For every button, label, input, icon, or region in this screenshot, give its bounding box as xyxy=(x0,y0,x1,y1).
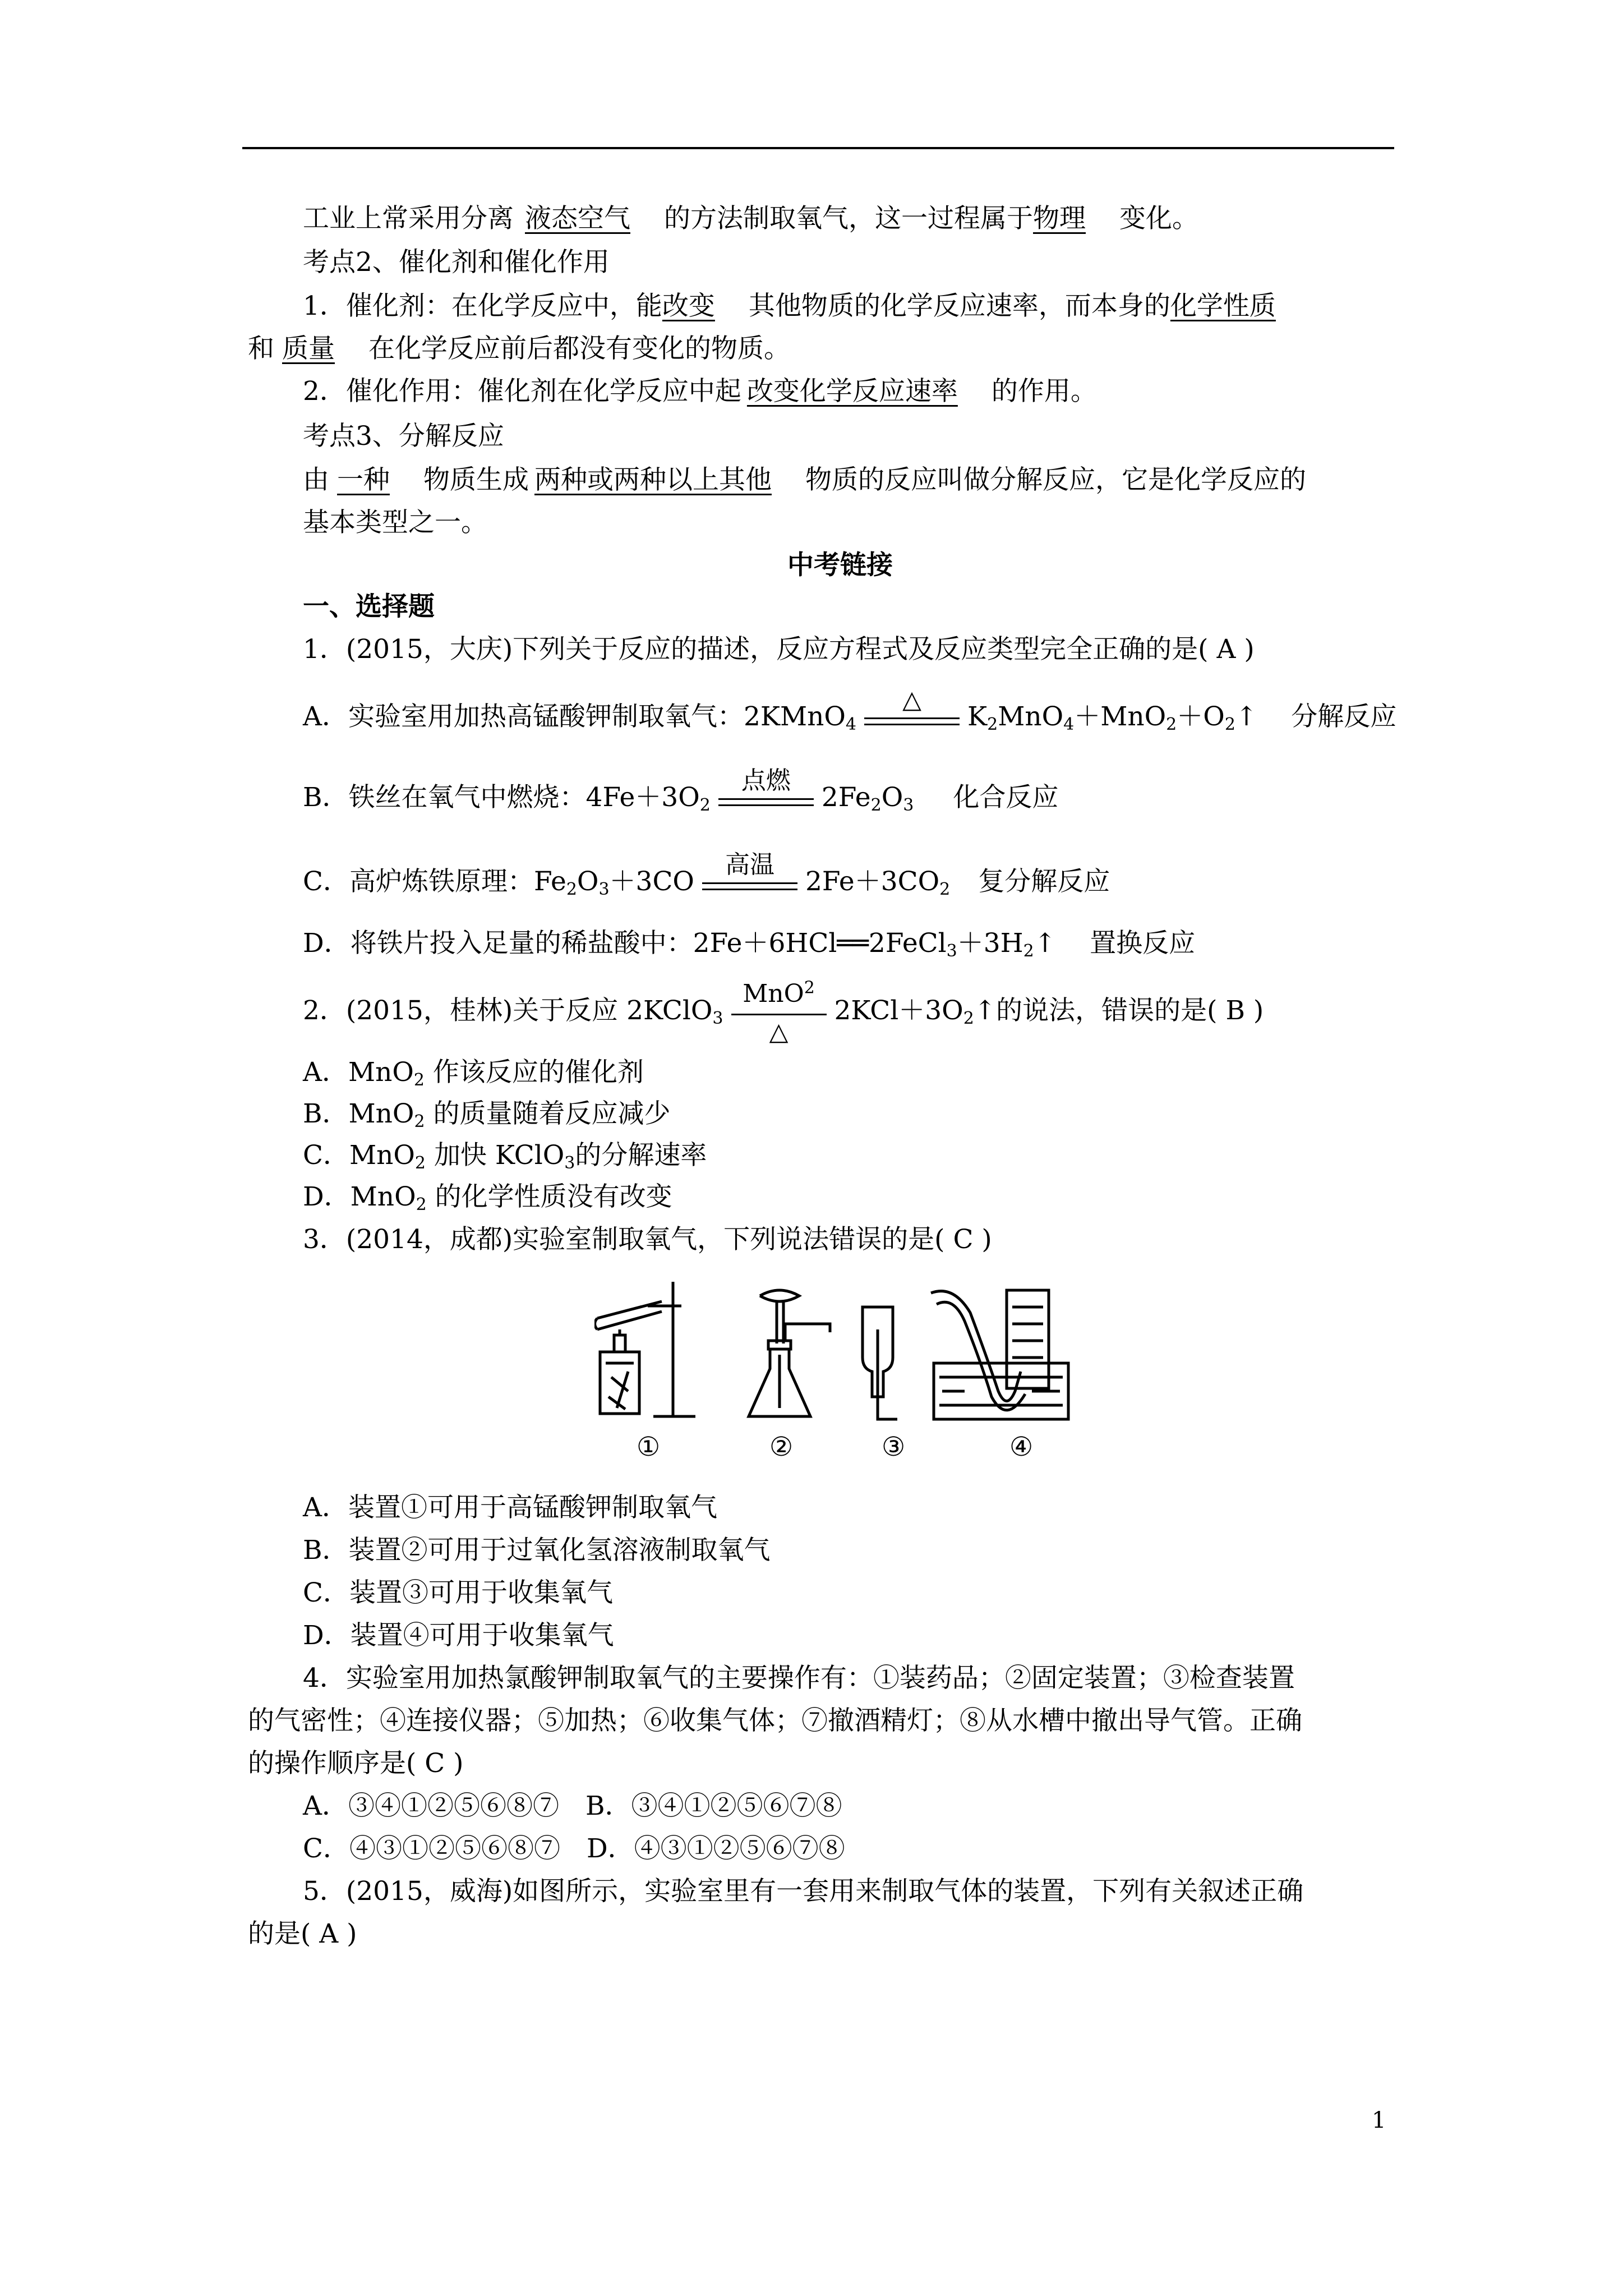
page-number: 1 xyxy=(1372,2108,1386,2133)
figure-label-3: ③ xyxy=(882,1432,906,1462)
q2-option-d: D．MnO$_2$ 的化学性质没有改变 xyxy=(303,1181,672,1214)
q2-option-b: B．MnO$_2$ 的质量随着反应减少 xyxy=(303,1098,671,1131)
apparatus-1-heating-setup xyxy=(595,1282,696,1416)
q3-stem: 3．(2014，成都)实验室制取氧气，下列说法错误的是( C ) xyxy=(303,1224,992,1255)
section-3-title: 考点3、分解反应 xyxy=(303,421,504,452)
figure-label-1: ① xyxy=(637,1432,661,1462)
q5-line-1: 5．(2015，威海)如图所示，实验室里有一套用来制取气体的装置，下列有关叙述正确 xyxy=(303,1876,1304,1907)
q4-line-1: 4．实验室用加热氯酸钾制取氧气的主要操作有：①装药品；②固定装置；③检查装置 xyxy=(303,1663,1295,1694)
catalysis-definition: 2．催化作用：催化剂在化学反应中起 改变化学反应速率 的作用。 xyxy=(303,376,1097,407)
catalyst-definition-cont: 和 质量 在化学反应前后都没有变化的物质。 xyxy=(248,333,790,364)
q3-option-b: B．装置②可用于过氧化氢溶液制取氧气 xyxy=(303,1535,771,1566)
decomposition-definition-cont: 基本类型之一。 xyxy=(303,507,487,538)
q1-option-b: B．铁丝在氧气中燃烧：$4Fe+3O_2$ 点燃 $2Fe_2O_3$ 化合反应 xyxy=(303,764,1058,831)
q1-option-a: A．实验室用加热高锰酸钾制取氧气：2KMnO$_4$ △ $K_2MnO_4+MnO_2+O_2↑$ 分解反应 xyxy=(303,683,1396,751)
q3-option-c: C．装置③可用于收集氧气 xyxy=(303,1577,613,1608)
q1-option-d: D．将铁片投入足量的稀盐酸中：$2Fe+6HCl══2FeCl_3+3H_2↑$ 置换反应 xyxy=(303,928,1196,961)
intro-line: 工业上常采用分离 液态空气 的方法制取氧气，这一过程属于物理 变化。 xyxy=(303,203,1198,234)
q2-stem: 2．(2015，桂林)关于反应 2KClO$_3$ MnO$^2$ △ $2KCl+3O_2↑$的说法，错误的是( B ) xyxy=(303,978,1264,1046)
figure-label-4: ④ xyxy=(1009,1432,1034,1462)
q4-options-cd: C．④③①②⑤⑥⑧⑦ D．④③①②⑤⑥⑦⑧ xyxy=(303,1833,845,1864)
catalyst-definition: 1．催化剂：在化学反应中，能改变 其他物质的化学反应速率，而本身的化学性质 xyxy=(303,291,1276,321)
ignite-condition: 点燃 xyxy=(718,766,814,833)
mno2-condition: MnO$^2$ △ xyxy=(731,979,827,1046)
q1-stem: 1．(2015，大庆)下列关于反应的描述，反应方程式及反应类型完全正确的是( A ) xyxy=(303,634,1255,665)
decomposition-definition: 由 一种 物质生成 两种或两种以上其他 物质的反应叫做分解反应，它是化学反应的 xyxy=(303,464,1306,495)
apparatus-3-bottle xyxy=(863,1307,897,1419)
q3-option-a: A．装置①可用于高锰酸钾制取氧气 xyxy=(303,1492,717,1523)
apparatus-2-flask-setup xyxy=(749,1290,830,1416)
q3-option-d: D．装置④可用于收集氧气 xyxy=(303,1620,614,1651)
figure-label-2: ② xyxy=(769,1432,794,1462)
q4-line-2: 的气密性；④连接仪器；⑤加热；⑥收集气体；⑦撤酒精灯；⑧从水槽中撤出导气管。正确 xyxy=(248,1705,1302,1736)
heat-condition: △ xyxy=(864,685,960,752)
section-2-title: 考点2、催化剂和催化作用 xyxy=(303,247,610,278)
high-temp-condition: 高温 xyxy=(702,850,797,917)
q2-option-c: C．MnO$_2$ 加快 KClO$_3$的分解速率 xyxy=(303,1140,707,1173)
header-rule xyxy=(242,147,1394,149)
part-title: 一、选择题 xyxy=(303,591,435,622)
apparatus-figure xyxy=(594,1279,1110,1425)
apparatus-4-water-trough xyxy=(931,1290,1068,1419)
q1-option-c: C．高炉炼铁原理：$Fe_2O_3+3CO$ 高温 $2Fe+3CO_2$ 复分解反应 xyxy=(303,848,1110,915)
q5-line-2: 的是( A ) xyxy=(248,1918,357,1949)
q4-options-ab: A．③④①②⑤⑥⑧⑦ B．③④①②⑤⑥⑦⑧ xyxy=(303,1791,842,1821)
q2-option-a: A．MnO$_2$ 作该反应的催化剂 xyxy=(303,1057,644,1090)
q4-line-3: 的操作顺序是( C ) xyxy=(248,1748,464,1779)
section-heading: 中考链接 xyxy=(787,550,893,581)
